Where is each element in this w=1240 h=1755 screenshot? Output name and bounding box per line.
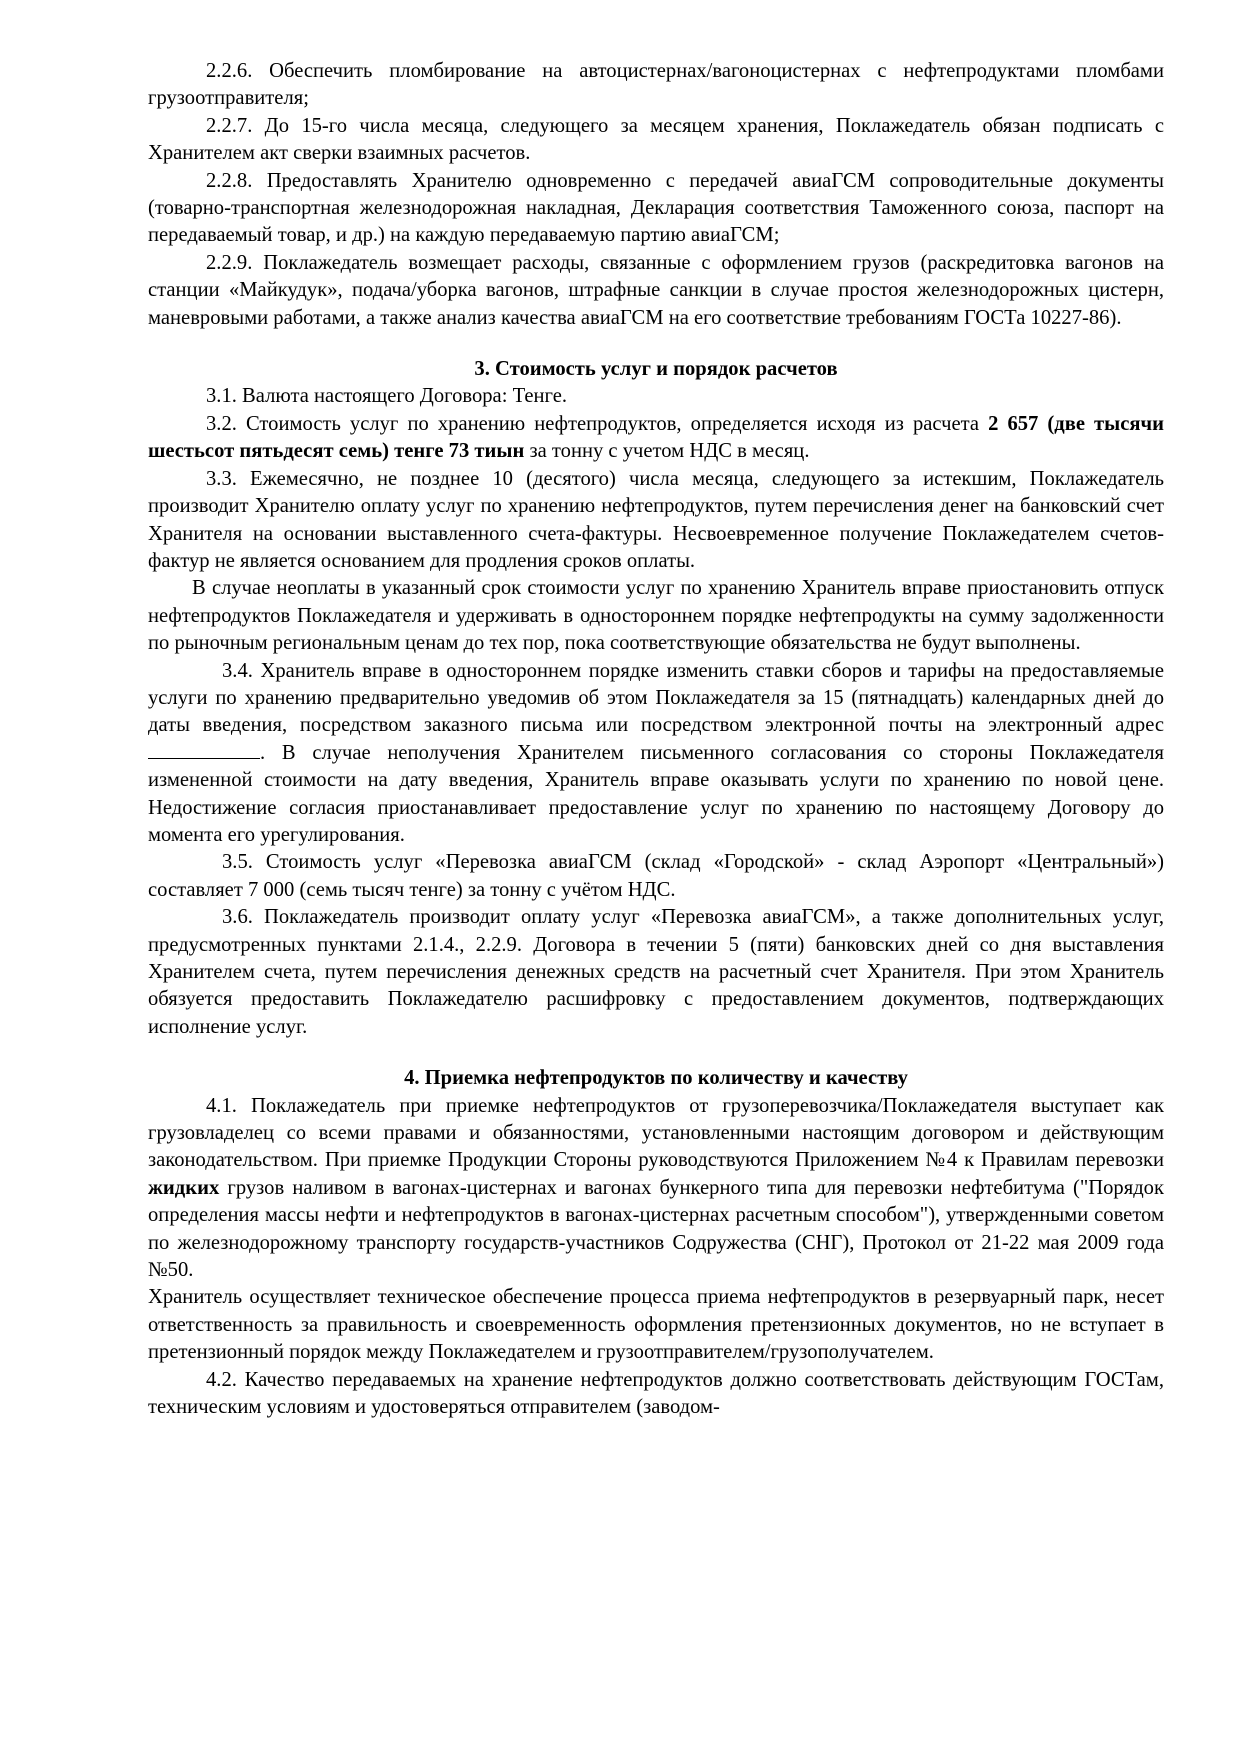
clause-3-2-price: 2 657 (две тысячи шестьсот пятьдесят семь) тенге 73 тиын: [148, 412, 1164, 463]
clause-2-2-8: 2.2.8. Предоставлять Хранителю одновременно с передачей авиаГСМ сопроводительные документы (товарно-транспортная железнодорожная накладная, Декларация соответствия Таможенного союза, паспорт на передаваемый товар, и др.) на каждую передаваемую партию авиаГСМ;: [148, 169, 1164, 247]
clause-4-1-bold: жидких: [148, 1176, 220, 1199]
clause-3-2-text-end: за тонну с учетом НДС в месяц.: [524, 440, 810, 463]
clause-3-3: 3.3. Ежемесячно, не позднее 10 (десятого) числа месяца, следующего за истекшим, Поклажедатель производит Хранителю оплату услуг по хранению нефтепродуктов, путем перечисления денег на банковский счет Хранителя на основании выставленного счета-фактуры. Несвоевременное получение Поклажедателем счетов-фактур не является основанием для продления сроков оплаты.: [148, 467, 1164, 572]
email-blank: [148, 740, 260, 759]
clause-4-1-keeper: Хранитель осуществляет техническое обеспечение процесса приема нефтепродуктов в резервуарный парк, несет ответственность за правильность и своевременность оформления претензионных документов, но не вступает в претензионный порядок между Поклажедателем и грузоотправителем/грузополучателем.: [148, 1286, 1164, 1364]
section-4-heading: 4. Приемка нефтепродуктов по количеству и качеству: [404, 1067, 908, 1090]
clause-2-2-9: 2.2.9. Поклажедатель возмещает расходы, связанные с оформлением грузов (раскредитовка вагонов на станции «Майкудук», подача/уборка вагонов, штрафные санкции в случае простоя железнодорожных цистерн, маневровыми работами, а также анализ качества авиаГСМ на его соответствие требованиям ГОСТа 10227-86).: [148, 251, 1164, 329]
clause-3-5: 3.5. Стоимость услуг «Перевозка авиаГСМ (склад «Городской» - склад Аэропорт «Центральный») составляет 7 000 (семь тысяч тенге) за тонну с учётом НДС.: [148, 851, 1164, 901]
clause-4-2: 4.2. Качество передаваемых на хранение нефтепродуктов должно соответствовать действующим ГОСТам, техническим условиям и удостоверяться отправителем (заводом-: [148, 1368, 1164, 1419]
clause-3-4-text: 3.4. Хранитель вправе в одностороннем порядке изменить ставки сборов и тарифы на предоставляемые услуги по хранению предварительно уведомив об этом Поклажедателя за 15 (пятнадцать) календарных дней до даты введения, посредством заказного письма или посредством электронной почты на электронный адрес: [148, 659, 1164, 737]
clause-3-1: 3.1. Валюта настоящего Договора: Тенге.: [206, 385, 567, 408]
clause-4-1-text: 4.1. Поклажедатель при приемке нефтепродуктов от грузоперевозчика/Поклажедателя выступает как грузовладелец со всеми правами и обязанностями, установленными настоящим договором и действующим законодательством. При приемке Продукции Стороны руководствуются Приложением №4 к Правилам перевозки: [148, 1094, 1164, 1172]
section-3-heading: 3. Стоимость услуг и порядок расчетов: [474, 358, 838, 381]
clause-3-3-nonpayment: В случае неоплаты в указанный срок стоимости услуг по хранению Хранитель вправе приостановить отпуск нефтепродуктов Поклажедателя и удерживать в одностороннем порядке нефтепродукты на сумму задолженности по рыночным региональным ценам до тех пор, пока соответствующие обязательства не будут выполнены.: [148, 577, 1164, 655]
document-page: [148, 58, 1164, 1422]
clause-2-2-6: 2.2.6. Обеспечить пломбирование на автоцистернах/вагоноцистернах с нефтепродуктами пломбами грузоотправителя;: [148, 60, 1164, 110]
clause-2-2-7: 2.2.7. До 15-го числа месяца, следующего за месяцем хранения, Поклажедатель обязан подписать с Хранителем акт сверки взаимных расчетов.: [148, 114, 1164, 165]
clause-3-6: 3.6. Поклажедатель производит оплату услуг «Перевозка авиаГСМ», а также дополнительных услуг, предусмотренных пунктами 2.1.4., 2.2.9. Договора в течении 5 (пяти) банковских дней со дня выставления Хранителем счета, путем перечисления денежных средств на расчетный счет Хранителя. При этом Хранитель обязуется предоставить Поклажедателю расшифровку с предоставлением документов, подтверждающих исполнение услуг.: [148, 906, 1164, 1038]
clause-4-1: [148, 1093, 1164, 1285]
clause-3-2: [148, 411, 1164, 466]
clause-4-1-text-end: грузов наливом в вагонах-цистернах и вагонах бункерного типа для перевозки нефтебитума ("Порядок определения массы нефти и нефтепродуктов в вагонах-цистернах расчетным способом"), утвержденными советом по железнодорожному транспорту государств-участников Содружества (СНГ), Протокол от 21-22 мая 2009 года №50.: [148, 1176, 1164, 1282]
clause-3-4: [148, 658, 1164, 850]
clause-3-2-text: 3.2. Стоимость услуг по хранению нефтепродуктов, определяется исходя из расчета: [206, 412, 989, 435]
clause-3-4-text-end: . В случае неполучения Хранителем письменного согласования со стороны Поклажедателя измененной стоимости на дату введения, Хранитель вправе оказывать услуги по хранению по новой цене. Недостижение согласия приостанавливает предоставление услуг по хранению по настоящему Договору до момента его урегулирования.: [148, 741, 1164, 846]
